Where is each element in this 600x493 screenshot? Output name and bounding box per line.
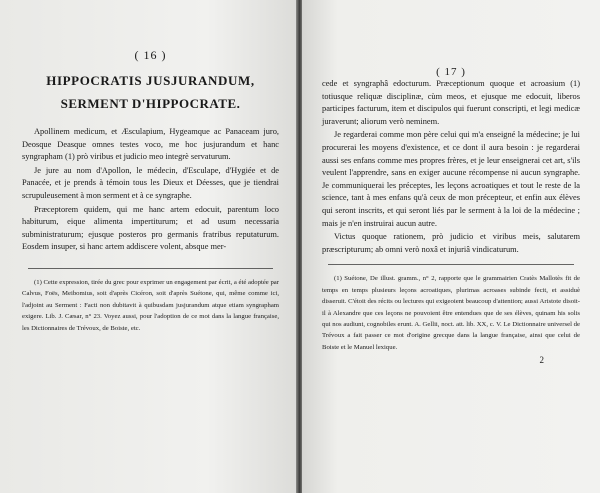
left-body-text — [22, 126, 279, 254]
title-latin: HIPPOCRATIS JUSJURANDUM, — [46, 73, 255, 88]
left-page — [0, 0, 297, 493]
footnote-text: (1) Suétone, De illust. gramm., n° 2, rapporte que le grammairien Cratès Mallotès fit de temps en temps plusieurs leçons acroatiques, plurimas acroases subinde fecit, et assiduè disseruit. C'étoit des récits ou lectures qui exigeoient beaucoup d'attention; aussi Aristote disoit-il à Alexandre que ces leçons ne pouvoient être entendues que de ses élèves, quinam his solis qui nos audiunt, cognobiles erunt. A. Gellii, noct. att. lib. XX, c. V. Le Dictionnaire universel de Trévoux a fait passer ce mot d'origine grecque dans la langue française, ainsi que celui de Boiste et le Manuel lexique. — [322, 275, 580, 351]
right-body-text — [322, 78, 580, 256]
paragraph: Apollinem medicum, et Æsculapium, Hygeamque ac Panaceam juro, Deosque Deasque omnes testes voco, me hoc jusjurandum et hanc syngrapham (1) prò viribus et judicio meo integrè servaturum. — [22, 127, 279, 162]
footnote-divider — [328, 264, 574, 265]
right-page — [302, 0, 600, 493]
left-footnote — [22, 277, 279, 334]
paragraph: Je regarderai comme mon père celui qui m'a enseigné la médecine; je lui procurerai les moyens d'existence, et ce dont il aura besoin : je regarderai aussi ses enfans comme mes propres frères, et je leur enseignerai cet art, s'ils veulent l'apprendre, sans en exiger aucune récompense ni aucun syngraphe. Je communiquerai les préceptes, les leçons acroatiques et tout le reste de la science, tant à mes enfans qu'à ceux de mon précepteur, et enfin aux élèves qui seront inscrits, et qui seront liés par le serment à la loi de la médecine ; mais je n'en instruirai aucun autre. — [322, 130, 580, 228]
paragraph: Præceptorem quidem, qui me hanc artem edocuit, parentum loco habiturum, eique alimenta impertiturum; et ad usum necessaria subministraturum; ejusque posteros pro germanis fratribus reputaturum. Eosdem insuper, si hanc artem addiscere volent, absque mer- — [22, 204, 279, 252]
footnote-divider — [28, 268, 273, 269]
paragraph: Je jure au nom d'Apollon, le médecin, d'Esculape, d'Hygiée et de Panacée, et je prends à témoin tous les Dieux et Déesses, que je tiendrai scrupuleusement à mon serment et à ce syngraphe. — [22, 165, 279, 200]
paragraph: cede et syngraphâ edocturum. Præceptionum quoque et acroasium (1) totiusque reliquæ disciplinæ, cùm meos, et ejusque me edocuit, liberos participes facturum, item et discipulos qui fuerunt conscripti, et legi medicæ juraverunt; aliorum verò neminem. — [322, 79, 580, 126]
page-number-right: ( 17 ) — [436, 66, 466, 78]
paragraph: Victus quoque rationem, prò judicio et viribus meis, salutarem præscripturum; ab omni verò noxâ et injuriâ vindicaturum. — [322, 232, 580, 254]
footnote-text: (1) Cette expression, tirée du grec pour exprimer un engagement par écrit, a été adoptée par Calvus, Foës, Meibomius, soit d'après Cicéron, soit d'après Suétone, qui, même comme ici, l'adjoint au Serment : Facti non dubitavit à quibusdam jusjurandum atque etiam syngrapham exigere. Lib. J. Cæsar, n° 23. Voyez aussi, pour l'adoption de ce mot dans la langue française, les Dictionnaires de Trévoux, de Boiste, etc. — [22, 278, 279, 332]
title-french: SERMENT D'HIPPOCRATE. — [60, 96, 241, 111]
signature-mark: 2 — [539, 355, 544, 366]
right-footnote — [322, 273, 580, 353]
page-number-left: ( 16 ) — [134, 48, 167, 62]
